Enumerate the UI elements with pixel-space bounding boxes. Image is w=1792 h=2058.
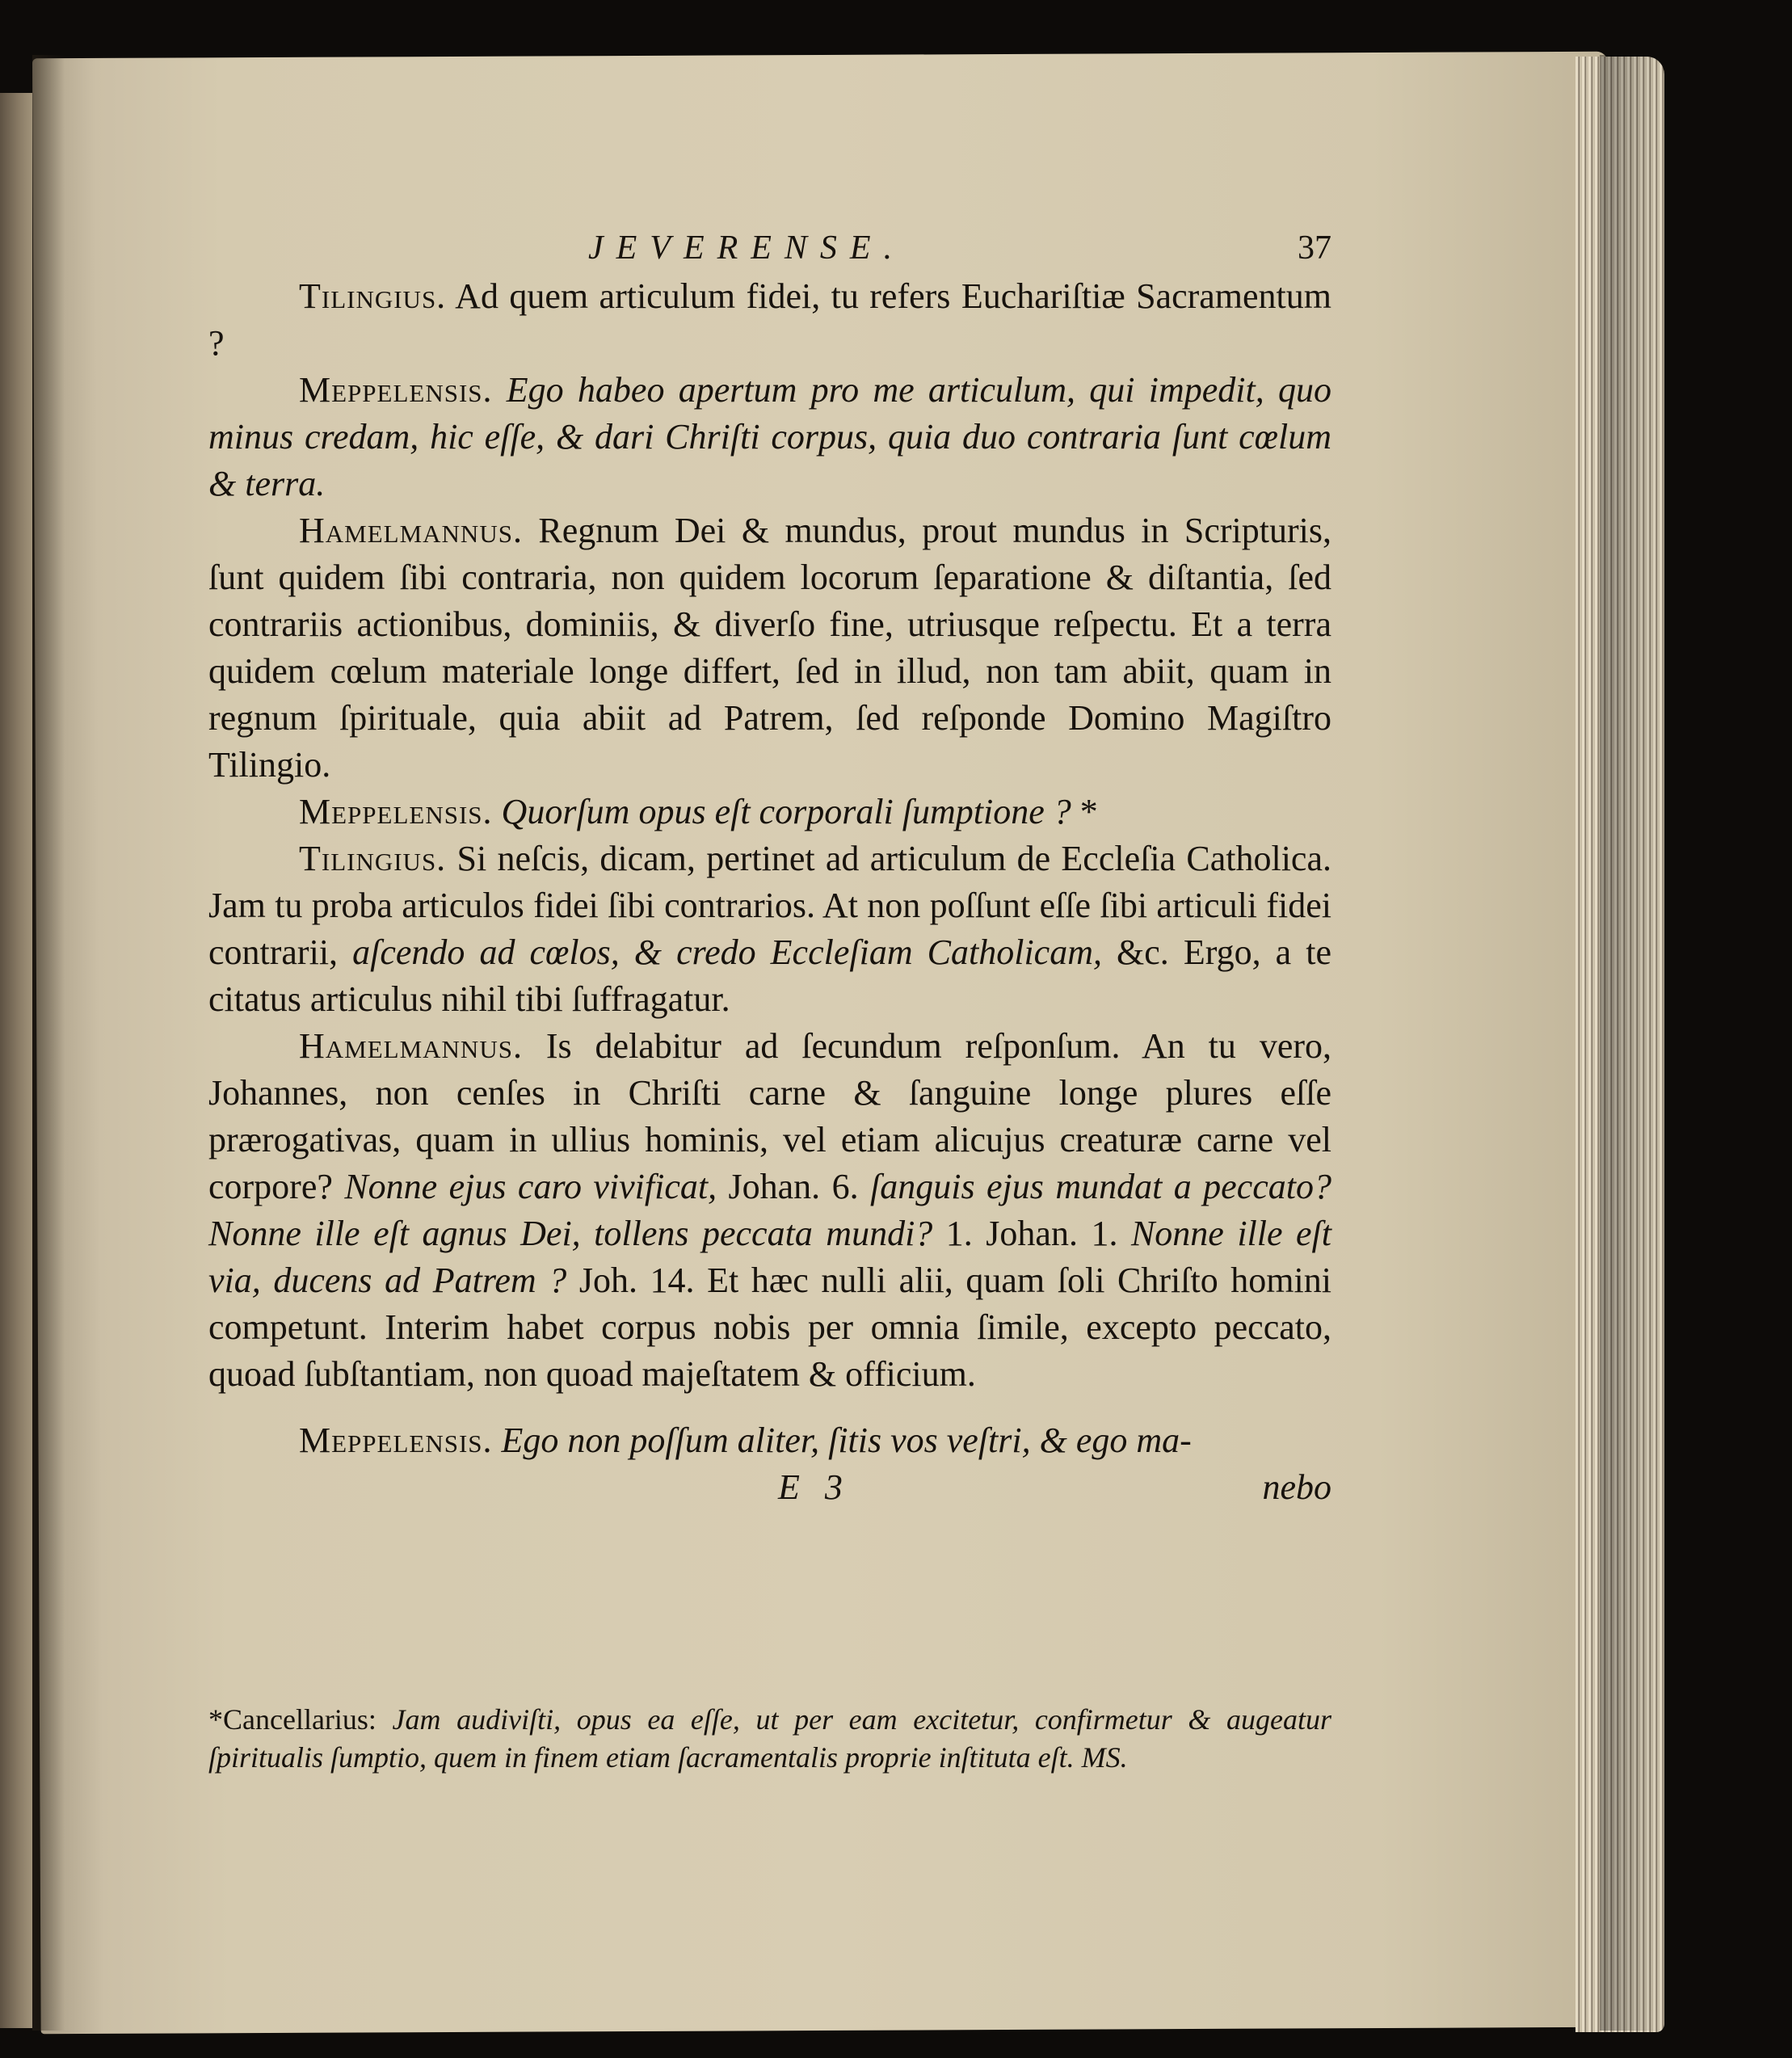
gutter-shadow: [32, 55, 65, 2031]
page-text: [208, 225, 1331, 1511]
speaker-name: Meppelensis.: [299, 370, 493, 410]
footnote-marker: *: [1071, 792, 1098, 831]
dialogue-text: Joh. 14. Et hæc nulli alii, quam ſoli Chriſto homini competunt. Interim habet corpus nobis per omnia ſimile, excepto peccato, quoad ſubſtantiam, non quoad majeſtatem & officium.: [208, 1260, 1331, 1394]
dialogue-text-italic: Nonne ille eſt via, ducens ad Patrem ?: [208, 1214, 1331, 1300]
footnote-label: Cancellarius:: [223, 1703, 376, 1736]
dialogue-paragraph: [208, 789, 1331, 835]
dialogue-text: Is delabitur ad ſecundum reſponſum. An tu vero, Johannes, non cenſes in Chriſti carne & ſanguine longe plures eſſe prærogativas, quam in ullius hominis, vel etiam alicujus creaturæ carne vel corpore?: [208, 1026, 1331, 1206]
speaker-name: Tilingius.: [299, 276, 447, 316]
running-head-title: JEVERENSE.: [588, 229, 906, 267]
speaker-name: Tilingius.: [299, 839, 447, 878]
signature-mark: E 3: [778, 1467, 851, 1507]
dialogue-text: Ad quem articulum fidei, tu refers Euchariſtiæ Sacramentum ?: [208, 276, 1331, 363]
dialogue-paragraph: [208, 1023, 1331, 1398]
dialogue-text-italic: ſanguis ejus mundat a peccato? Nonne ille eſt agnus Dei, tollens peccata mundi?: [208, 1167, 1331, 1253]
dialogue-text: Ego non poſſum aliter, ſitis vos veſtri, & ego ma-: [492, 1420, 1192, 1460]
footnote-body: Jam audiviſti, opus ea eſſe, ut per eam excitetur, confirmetur & augeatur ſpiritualis ſumptio, quem in finem etiam ſacramentalis proprie inſtituta eſt. MS.: [208, 1703, 1331, 1774]
dialogue-text: &c. Ergo, a te citatus articulus nihil tibi ſuffragatur.: [208, 932, 1331, 1019]
dialogue-text: Johan. 6.: [717, 1167, 871, 1206]
speaker-name: Hamelmannus.: [299, 1026, 523, 1066]
dialogue-text: 1. Johan. 1.: [932, 1214, 1131, 1253]
dialogue-paragraph: [208, 367, 1331, 507]
signature-line: [208, 1464, 1331, 1511]
dialogue-paragraph: [208, 507, 1331, 789]
dialogue-paragraph: [208, 273, 1331, 367]
dialogue-paragraph: [208, 835, 1331, 1023]
speaker-name: Meppelensis.: [299, 1420, 493, 1460]
page-number: 37: [1298, 229, 1331, 267]
running-head: [208, 225, 1331, 268]
dialogue-text: Quorſum opus eſt corporali ſumptione ?: [492, 792, 1071, 831]
dialogue-text-italic: aſcendo ad cœlos, & credo Eccleſiam Catholicam,: [352, 932, 1102, 972]
page-edge-shadow: [1600, 55, 1664, 2031]
dialogue-text: Si neſcis, dicam, pertinet ad articulum de Eccleſia Catholica. Jam tu proba articulos fidei ſibi contrarios. At non poſſunt eſſe ſibi articuli fidei contrarii,: [208, 839, 1331, 972]
speaker-name: Meppelensis.: [299, 792, 493, 831]
dialogue-text-italic: Nonne ejus caro vivificat,: [344, 1167, 717, 1206]
catchword: nebo: [1262, 1467, 1331, 1507]
dialogue-text: Regnum Dei & mundus, prout mundus in Scripturis, ſunt quidem ſibi contraria, non quidem locorum ſeparatione & diſtantia, ſed contrariis actionibus, dominiis, & diverſo fine, utriusque reſpectu. Et a terra quidem cœlum materiale longe differt, ſed in illud, non tam abiit, quam in regnum ſpirituale, quia abiit ad Patrem, ſed reſponde Domino Magiſtro Tilingio.: [208, 511, 1331, 785]
speaker-name: Hamelmannus.: [299, 511, 523, 550]
footnote-text: [208, 1701, 1331, 1777]
dialogue-text: Ego habeo apertum pro me articulum, qui impedit, quo minus credam, hic eſſe, & dari Chriſti corpus, quia duo contraria ſunt cœlum & terra.: [208, 370, 1331, 503]
footnote: [208, 1701, 1331, 1777]
facing-page-edge: [0, 93, 32, 2028]
footnote-mark: *: [208, 1703, 223, 1736]
dialogue-paragraph: [208, 1417, 1331, 1464]
